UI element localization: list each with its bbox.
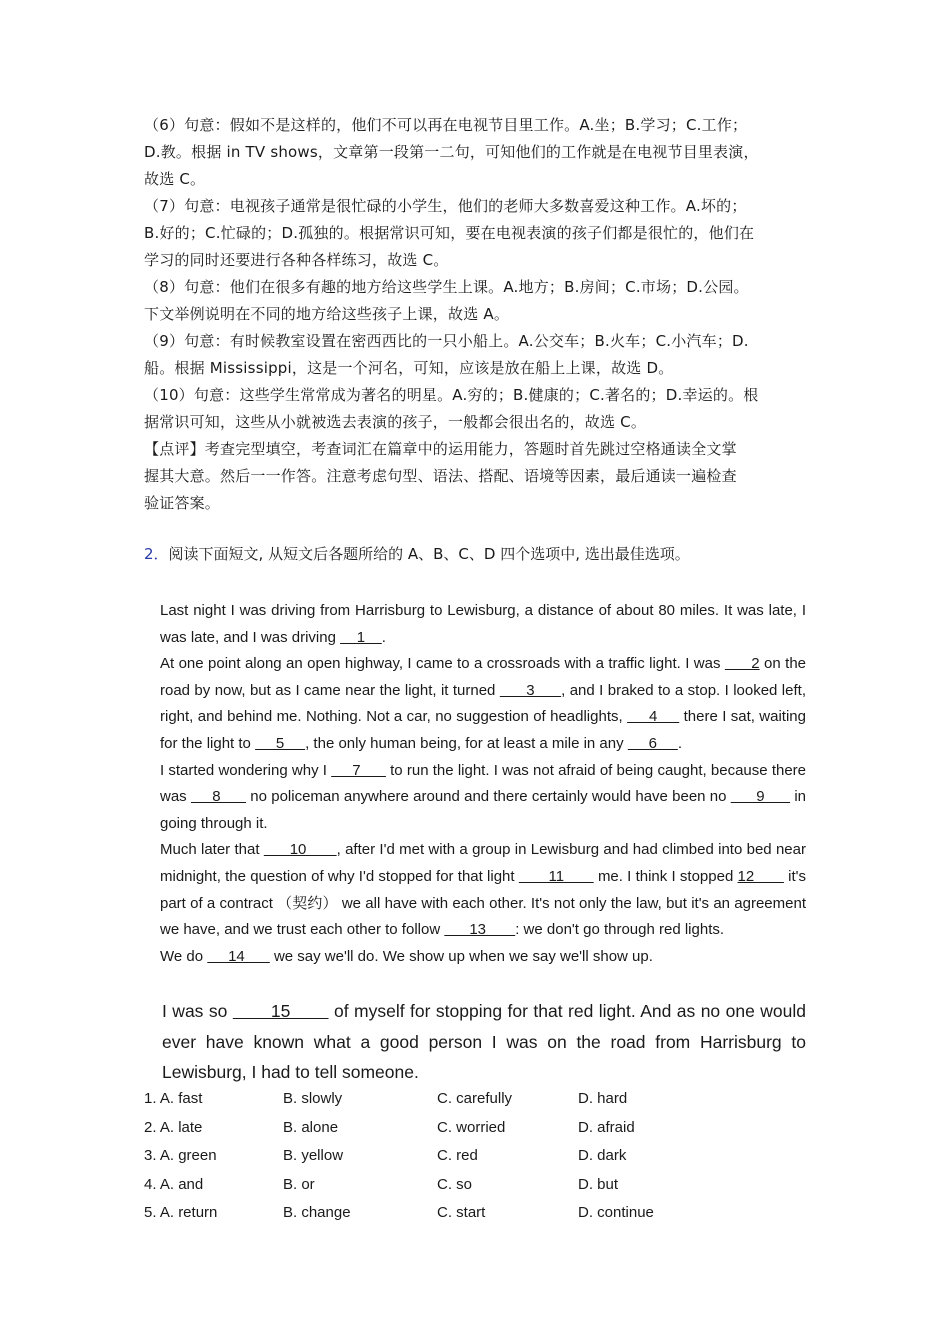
explanation-line: （7）句意：电视孩子通常是很忙碌的小学生，他们的老师大多数喜爱这种工作。A.坏的； [144,197,747,215]
blank-14: 14 [207,947,270,965]
option: 2. A. late [144,1118,203,1136]
passage-paragraph: Last night I was driving from Harrisburg to Lewisburg, a distance of about 80 miles. It was late, I was late, and I was driving 1 . [160,602,806,646]
blank-8: 8 [190,788,247,806]
option: 5. A. return [144,1204,218,1222]
blank-3: 3 [499,681,562,699]
blank-10: 10 [263,841,337,859]
explanation-line: （6）句意：假如不是这样的，他们不可以再在电视节目里工作。A.坐；B.学习；C.工作； [144,116,748,134]
option: D. afraid [578,1118,635,1136]
blank-12: 12 [737,867,784,885]
cloze-passage [144,598,806,970]
option: C. worried [437,1118,506,1136]
explanation-line: （10）句意：这些学生常常成为著名的明星。A.穷的；B.健康的；C.著名的；D.幸运的。根 [144,386,759,404]
passage-paragraph: We do 14 we say we'll do. We show up when we say we'll show up. [160,947,653,965]
option: B. yellow [283,1147,344,1165]
passage-paragraph: I started wondering why I 7 to run the light. I was not afraid of being caught, because there was 8 no policeman anywhere around and there certainly would have been no 9 in going through it. [160,761,807,832]
explanation-line: （9）句意：有时候教室设置在密西西比的一只小船上。A.公交车；B.火车；C.小汽车；D. [144,332,749,350]
blank-9: 9 [730,788,791,806]
option: B. change [283,1204,351,1222]
option: D. but [578,1175,619,1193]
option: 4. A. and [144,1175,204,1193]
question-number: 2． [144,545,169,563]
blank-2: 2 [724,655,760,673]
question-instruction: 阅读下面短文, 从短文后各题所给的 A、B、C、D 四个选项中, 选出最佳选项。 [168,545,690,563]
blank-11: 11 [518,867,594,885]
option: D. dark [578,1147,627,1165]
answer-explanations [144,112,816,517]
blank-4: 4 [627,708,680,726]
passage-last-paragraph: I was so 15 of myself for stopping for that red light. And as no one would ever have known what a good person I was on the road from Harrisburg to Lewisburg, I had to tell someone. [162,1001,806,1082]
explanation-line: （8）句意：他们在很多有趣的地方给这些学生上课。A.地方；B.房间；C.市场；D.公园。 [144,278,749,296]
blank-15: 15 [232,1001,329,1021]
option: B. slowly [283,1090,343,1107]
option: 1. A. fast [144,1090,203,1107]
explanation-line: 船。根据 Mississippi，这是一个河名，可知，应该是放在船上上课，故选 D。 [144,359,674,377]
comment-line: 【点评】考查完型填空，考查词汇在篇章中的运用能力，答题时首先跳过空格通读全文掌 [144,440,737,458]
blank-13: 13 [444,921,516,939]
comment-line: 握其大意。然后一一作答。注意考虑句型、语法、搭配、语境等因素，最后通读一遍检查 [144,467,737,485]
explanation-line: 学习的同时还要进行各种各样练习，故选 C。 [144,251,449,269]
comment-line: 验证答案。 [144,494,221,512]
blank-1: 1 [340,628,382,646]
explanation-line: D.教。根据 in TV shows，文章第一段第一二句，可知他们的工作就是在电视节目里表演， [144,143,759,161]
option: C. red [437,1147,478,1165]
option: D. hard [578,1090,628,1107]
blank-7: 7 [331,761,386,779]
question-2-heading [144,542,690,566]
option: C. so [437,1175,473,1193]
blank-6: 6 [627,734,678,752]
option: D. continue [578,1204,654,1222]
explanation-line: 故选 C。 [144,170,206,188]
option: C. start [437,1204,486,1222]
explanation-line: 下文举例说明在不同的地方给这些孩子上课，故选 A。 [144,305,510,323]
option: 3. A. green [144,1147,217,1165]
explanation-line: B.好的；C.忙碌的；D.孤独的。根据常识可知，要在电视表演的孩子们都是很忙的，他们在 [144,224,755,242]
passage-paragraph: Much later that 10 , after I'd met with a group in Lewisburg and had climbed into bed near midnight, the question of why I'd stopped for that light 11 me. I think I stopped 12 it's part of a contract （契约） we all have with each other. It's not only the law, but it's an agreement we have, and we trust each other to follow 13 : we don't go through red lights. [160,841,807,939]
option: B. alone [283,1118,339,1136]
option: B. or [283,1175,315,1193]
blank-5: 5 [255,734,306,752]
passage-paragraph: At one point along an open highway, I came to a crossroads with a traffic light. I was 2 on the road by now, but as I came near the light, it turned 3 , and I braked to a stop. I looked left, right, and behind me. Nothing. Not a car, no suggestion of headlights, 4 there I sat, waiting for the light to 5 , the only human being, for at least a mile in any 6 . [160,655,807,752]
explanation-line: 据常识可知，这些从小就被选去表演的孩子，一般都会很出名的，故选 C。 [144,413,647,431]
option: C. carefully [437,1090,513,1107]
